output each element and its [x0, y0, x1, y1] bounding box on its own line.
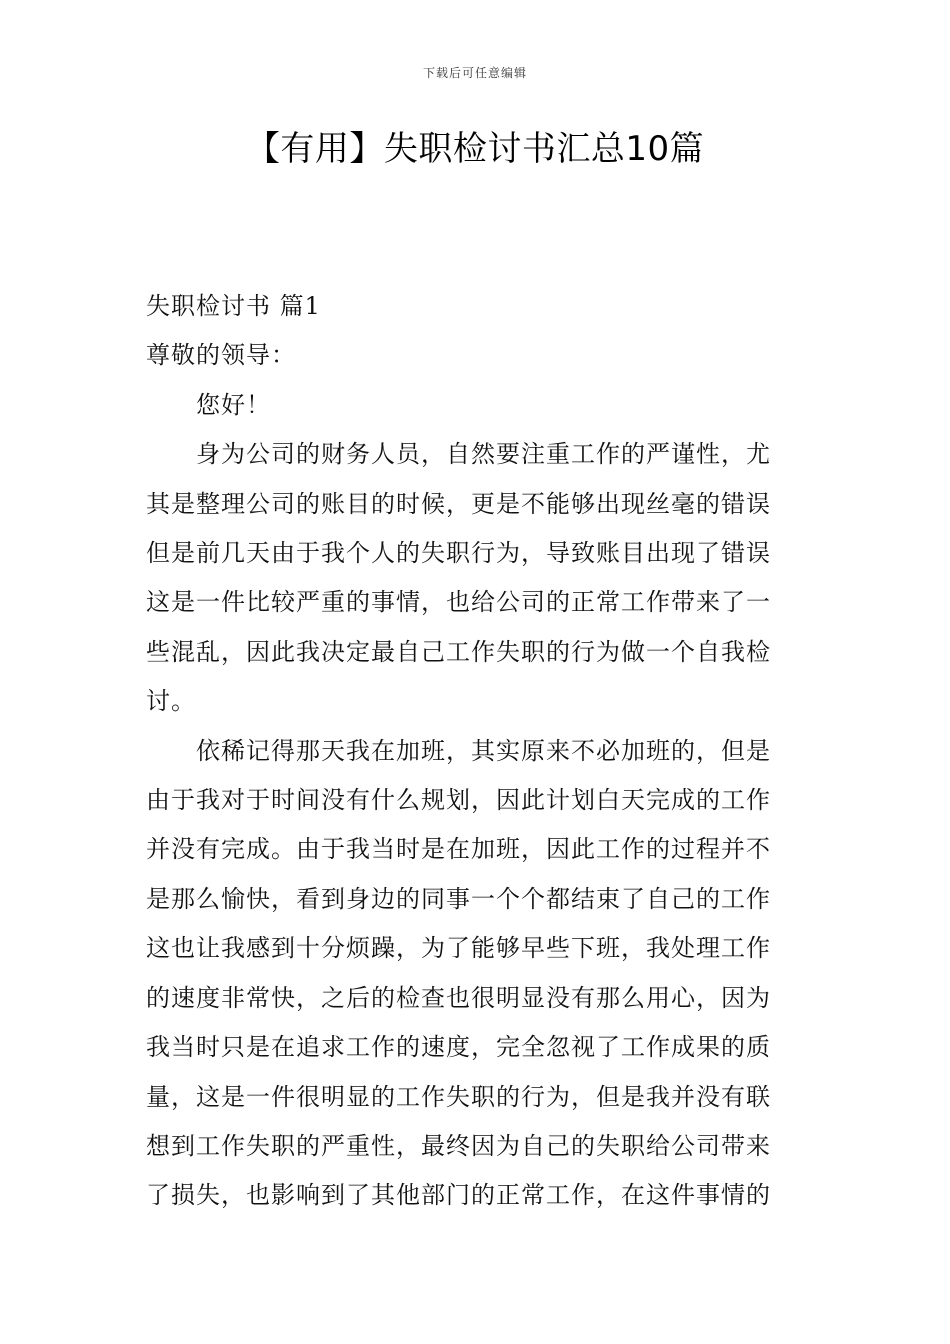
paragraph-line: 是那么愉快，看到身边的同事一个个都结束了自己的工作	[146, 884, 771, 913]
paragraph-line: 并没有完成。由于我当时是在加班，因此工作的过程并不	[146, 835, 771, 864]
greeting: 您好！	[196, 390, 271, 419]
paragraph-line: 由于我对于时间没有什么规划，因此计划白天完成的工作	[146, 786, 771, 815]
paragraph-line: 些混乱，因此我决定最自己工作失职的行为做一个自我检	[146, 637, 771, 666]
paragraph-line: 我当时只是在追求工作的速度，完全忽视了工作成果的质	[146, 1033, 771, 1062]
paragraph-line: 身为公司的财务人员，自然要注重工作的严谨性，尤	[196, 440, 771, 469]
paragraph-2	[146, 727, 808, 1221]
salutation: 尊敬的领导：	[146, 341, 296, 370]
paragraph-1	[146, 430, 808, 726]
paragraph-line: 了损失，也影响到了其他部门的正常工作，在这件事情的	[146, 1181, 771, 1210]
paragraph-line: 这也让我感到十分烦躁，为了能够早些下班，我处理工作	[146, 934, 771, 963]
header-note: 下载后可任意编辑	[422, 66, 527, 80]
paragraph-line: 但是前几天由于我个人的失职行为，导致账目出现了错误	[146, 539, 771, 568]
paragraph-line: 其是整理公司的账目的时候，更是不能够出现丝毫的错误	[146, 489, 771, 518]
document-title: 【有用】失职检讨书汇总10篇	[245, 129, 705, 169]
paragraph-line: 讨。	[146, 687, 196, 716]
document-body	[146, 282, 808, 1221]
paragraph-line: 依稀记得那天我在加班，其实原来不必加班的，但是	[196, 736, 771, 765]
paragraph-line: 这是一件比较严重的事情，也给公司的正常工作带来了一	[146, 588, 771, 617]
paragraph-line: 的速度非常快，之后的检查也很明显没有那么用心，因为	[146, 983, 771, 1012]
section-heading: 失职检讨书 篇1	[146, 292, 321, 320]
paragraph-line: 量，这是一件很明显的工作失职的行为，但是我并没有联	[146, 1082, 771, 1111]
paragraph-line: 想到工作失职的严重性，最终因为自己的失职给公司带来	[146, 1131, 771, 1160]
